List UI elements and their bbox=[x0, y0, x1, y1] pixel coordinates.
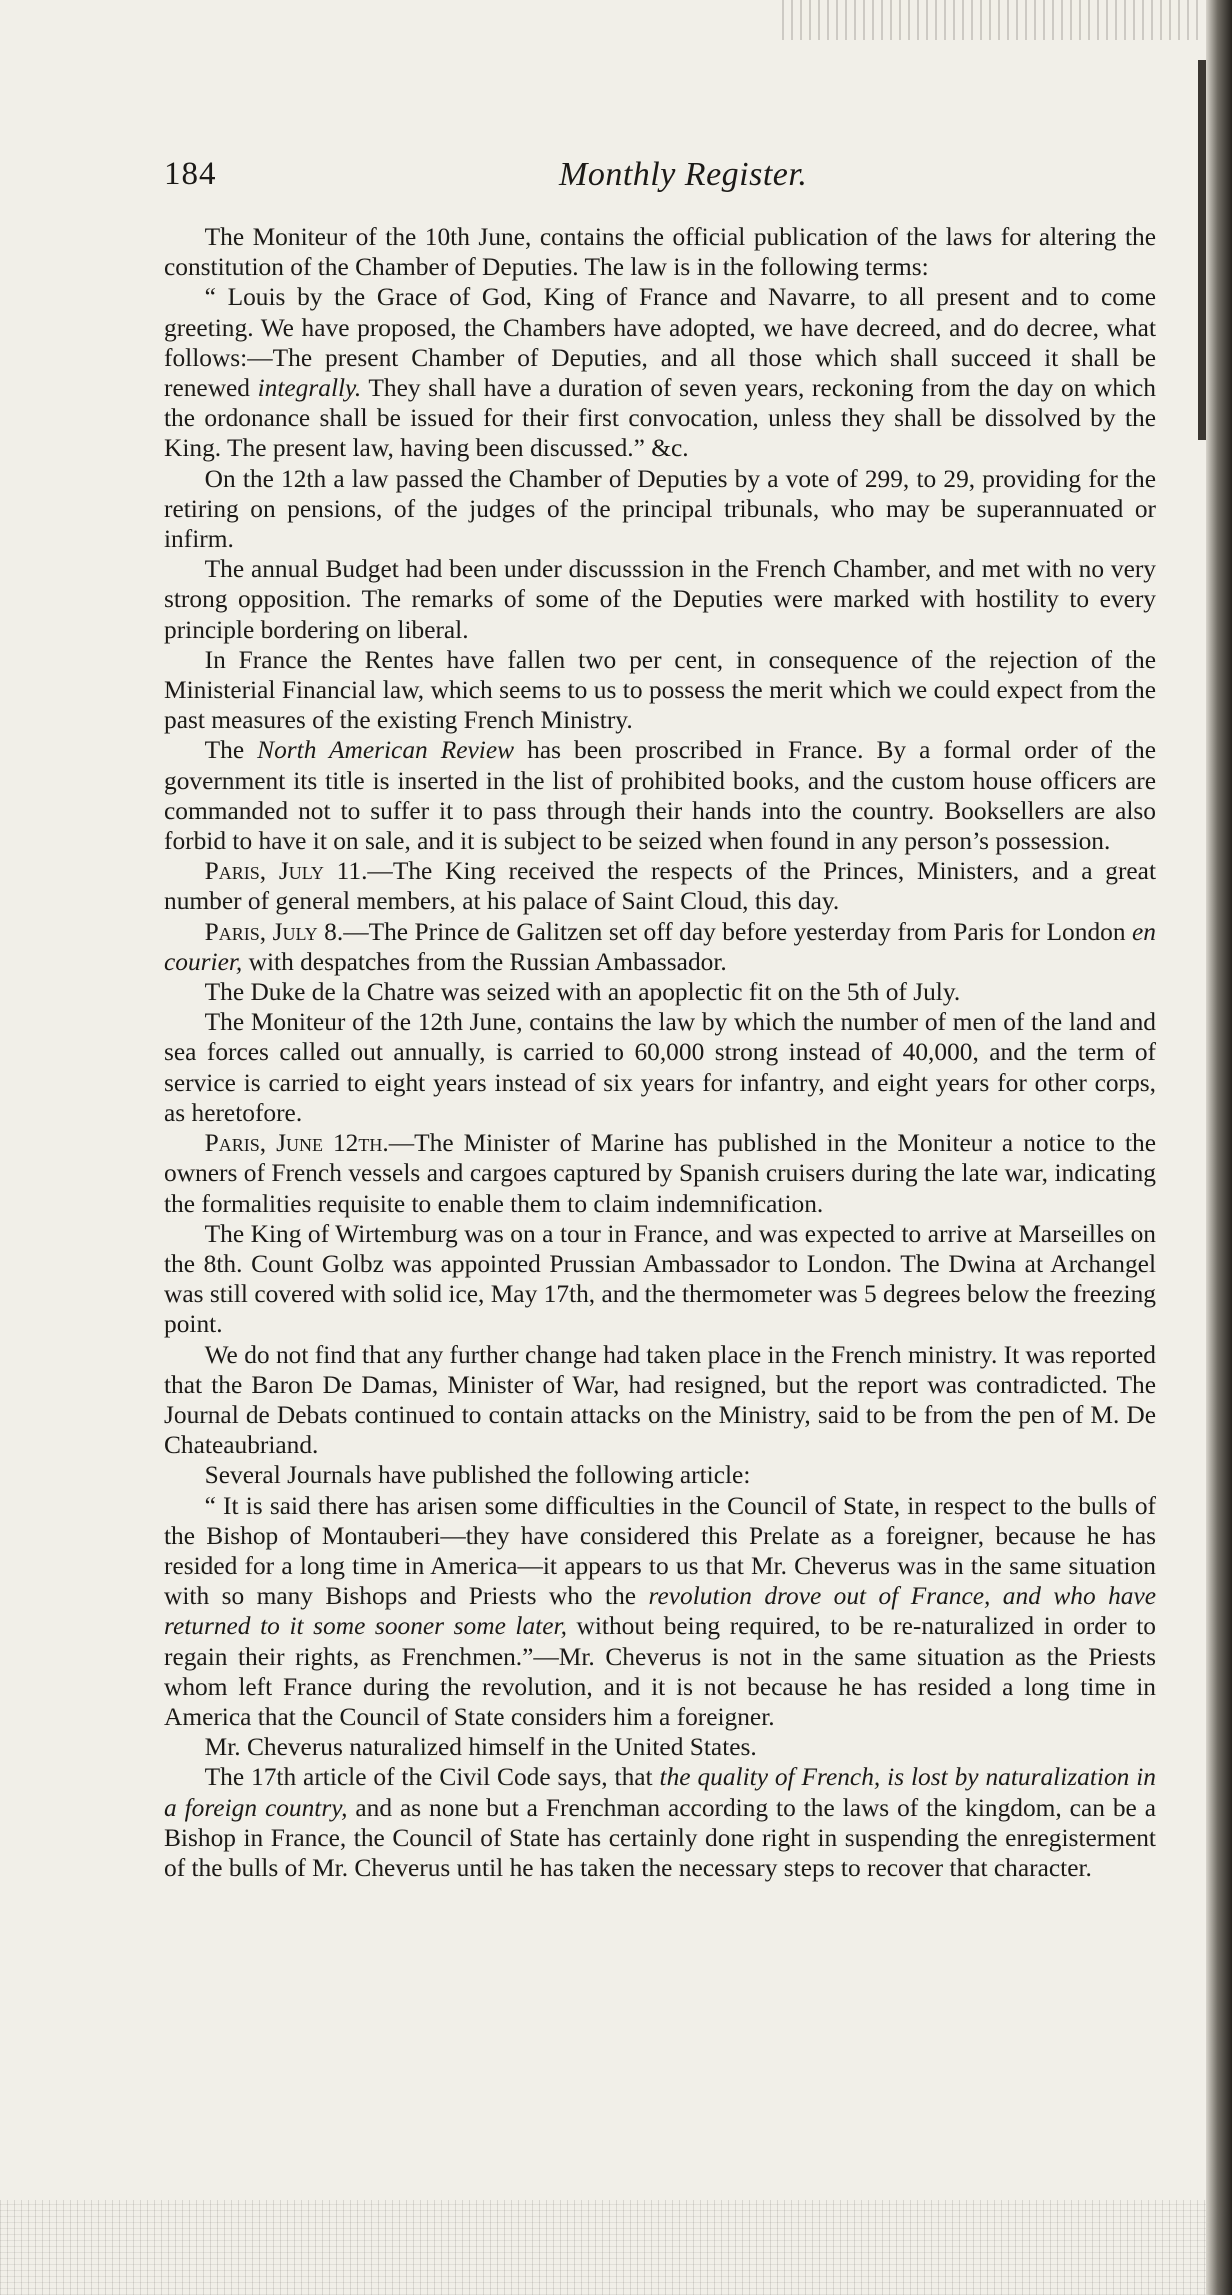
paragraph bbox=[164, 977, 1156, 1007]
text-run: The Moniteur of the 10th June, contains the official publication of the laws for altering the constitution of the Chamber of Deputies. The law is in the following terms: bbox=[164, 223, 1156, 282]
page-header bbox=[164, 156, 1154, 206]
paragraph bbox=[164, 554, 1156, 645]
running-head: Monthly Register. bbox=[559, 156, 808, 193]
text-run: We do not find that any further change had taken place in the French ministry. It was reported that the Baron De Damas, Minister of War, had resigned, but the report was contradicted. The Journal de Debats continued to contain attacks on the Ministry, said to be from the pen of M. De Chateaubriand. bbox=[164, 1340, 1156, 1460]
paragraph bbox=[164, 645, 1156, 736]
text-run: The annual Budget had been under discusssion in the French Chamber, and met with no very strong opposition. The remarks of some of the Deputies were marked with hostility to every principle bordering on liberal. bbox=[164, 555, 1156, 644]
paragraph bbox=[164, 464, 1156, 555]
text-run: The bbox=[204, 736, 258, 765]
paragraph bbox=[164, 1732, 1156, 1762]
text-run: —The Prince de Galitzen set off day before yesterday from Paris for London bbox=[343, 917, 1133, 946]
text-run: “ Louis by the Grace of God, King of France and Navarre, to all present and to come greeting. We have proposed, the Chambers have adopted, we have decreed, and do decree, what follows:—The present Chamber of Deputies, and all those which shall succeed it shall be renewed bbox=[164, 283, 1156, 403]
text-run: with despatches from the Russian Ambassador. bbox=[242, 947, 727, 976]
paragraph bbox=[164, 282, 1156, 463]
text-run: The 17th article of the Civil Code says, that bbox=[204, 1763, 660, 1792]
book-spine-edge bbox=[1198, 60, 1206, 440]
book-spine-shadow bbox=[1206, 0, 1232, 2295]
page-number: 184 bbox=[164, 156, 217, 192]
text-run: the quality of French, is lost by naturalization in a foreign country, bbox=[164, 1763, 1156, 1822]
text-run: The King of Wirtemburg was on a tour in France, and was expected to arrive at Marseilles on the 8th. Count Golbz was appointed Prussian Ambassador to London. The Dwina at Archangel was still covered with solid ice, May 17th, and the thermometer was 5 degrees below the freezing point. bbox=[164, 1219, 1156, 1339]
text-run: They shall have a duration of seven years, reckoning from the day on which the ordonance shall be issued for their first convocation, unless they shall be dissolved by the King. The present law, having been discussed.” &c. bbox=[164, 374, 1156, 463]
paragraph bbox=[164, 1219, 1156, 1340]
text-run: Paris, June 12th. bbox=[204, 1129, 389, 1158]
text-run: Mr. Cheverus naturalized himself in the United States. bbox=[204, 1733, 757, 1762]
text-run: revolution drove out of France, and who have returned to it some sooner some later, bbox=[164, 1582, 1156, 1641]
text-run: Paris, July 8. bbox=[204, 917, 344, 946]
text-run: North American Review bbox=[257, 736, 515, 765]
article-body bbox=[164, 222, 1156, 1883]
text-run: Several Journals have published the following article: bbox=[204, 1461, 751, 1490]
paragraph bbox=[164, 1007, 1156, 1128]
text-run: and as none but a Frenchman according to the laws of the kingdom, can be a Bishop in France, the Council of State has certainly done right in suspending the enregisterment of the bulls of Mr. Cheverus until he has taken the necessary steps to recover that character. bbox=[164, 1793, 1156, 1882]
text-run: “ It is said there has arisen some difficulties in the Council of State, in respect to the bulls of the Bishop of Montauberi—they have considered this Prelate as a foreigner, because he has resided for a long time in America—it appears to us that Mr. Cheverus was in the same situation with so many Bishops and Priests who the bbox=[164, 1491, 1156, 1611]
paragraph bbox=[164, 222, 1156, 282]
paragraph bbox=[164, 735, 1156, 856]
paragraph bbox=[164, 1491, 1156, 1733]
text-run: has been proscribed in France. By a formal order of the government its title is inserted in the list of prohibited books, and the custom house officers are commanded not to suffer it to pass through their hands into the country. Booksellers are also forbid to have it on sale, and it is subject to be seized when found in any person’s possession. bbox=[164, 736, 1157, 856]
text-run: without being required, to be re-naturalized in order to regain their rights, as Frenchmen.”—Mr. Cheverus is not in the same situation as the Priests whom left France during the revolution, and it is not because he has resided a long time in America that the Council of State considers him a foreigner. bbox=[164, 1612, 1156, 1731]
text-run: On the 12th a law passed the Chamber of Deputies by a vote of 299, to 29, providing for the retiring on pensions, of the judges of the principal tribunals, who may be superannuated or infirm. bbox=[164, 464, 1156, 554]
text-run: In France the Rentes have fallen two per cent, in consequence of the rejection of the Ministerial Financial law, which seems to us to possess the merit which we could expect from the past measures of the existing French Ministry. bbox=[164, 645, 1156, 735]
text-run: The Moniteur of the 12th June, contains the law by which the number of men of the land and sea forces called out annually, is carried to 60,000 strong instead of 40,000, and the term of service is carried to eight years instead of six years for infantry, and eight years for other corps, as heretofore. bbox=[164, 1008, 1156, 1127]
paragraph bbox=[164, 856, 1156, 916]
paragraph bbox=[164, 917, 1156, 977]
paragraph bbox=[164, 1340, 1156, 1461]
text-run: en courier, bbox=[164, 917, 1156, 976]
text-run: integrally. bbox=[257, 374, 362, 403]
paragraph bbox=[164, 1460, 1156, 1490]
text-run: —The King received the respects of the Princes, Ministers, and a great number of general members, at his palace of Saint Cloud, this day. bbox=[164, 857, 1156, 916]
paragraph bbox=[164, 1128, 1156, 1219]
text-run: The Duke de la Chatre was seized with an apoplectic fit on the 5th of July. bbox=[204, 978, 961, 1007]
text-run: —The Minister of Marine has published in the Moniteur a notice to the owners of French vessels and cargoes captured by Spanish cruisers during the late war, indicating the formalities requisite to enable them to claim indemnification. bbox=[164, 1129, 1156, 1218]
text-run: Paris, July 11. bbox=[204, 857, 368, 886]
paragraph bbox=[164, 1762, 1156, 1883]
